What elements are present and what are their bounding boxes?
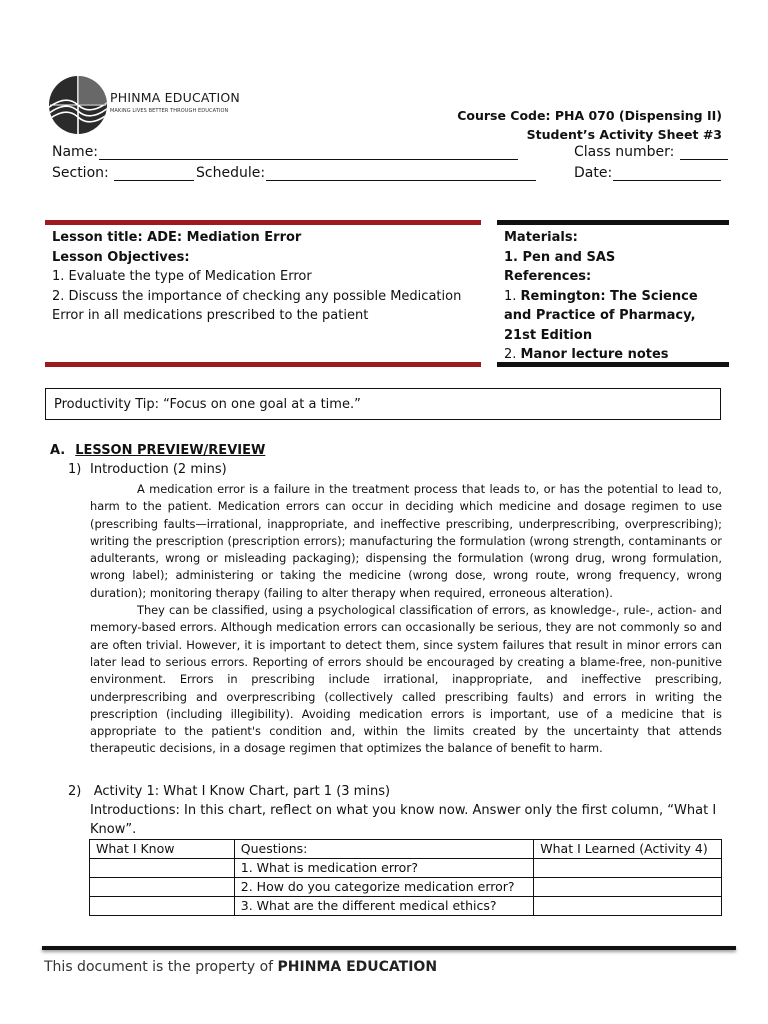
item-1-number: 1): [68, 462, 82, 477]
question-cell: 3. What are the different medical ethics?: [234, 897, 534, 916]
reference-1: [504, 287, 726, 346]
section-a-heading: [50, 443, 265, 458]
materials-block: [504, 228, 726, 365]
reference-2-number: 2.: [504, 347, 517, 362]
reference-1-text: Remington: The Science and Practice of Pharmacy, 21st Edition: [504, 288, 698, 343]
introduction-paragraph-1: A medication error is a failure in the treatment process that leads to, or has the potential to lead to, harm to the patient. Medication errors can occur in deciding which medicine and dosage regimen to use (prescribing faults—irrational, inappropriate, and ineffective prescribing, underprescribing, overprescribing); writing the prescription (prescription errors); manufacturing the formulation (wrong strength, contaminants or adulterants, wrong or misleading packaging); dispensing the formulation (wrong drug, wrong formulation, wrong label); administering or taking the medicine (wrong dose, wrong route, wrong frequency, wrong duration); monitoring therapy (failing to alter therapy when required, erroneous alteration).: [90, 482, 722, 600]
references-label: References:: [504, 269, 592, 284]
date-field[interactable]: [574, 165, 721, 181]
answer-cell-what-i-know[interactable]: [90, 897, 235, 916]
date-line[interactable]: [613, 166, 721, 181]
materials-bottom-bar: [497, 362, 729, 367]
table-row: [90, 897, 722, 916]
schedule-field[interactable]: [196, 165, 536, 181]
footer-divider: [42, 946, 736, 950]
date-label: Date:: [574, 165, 613, 181]
question-cell: 1. What is medication error?: [234, 859, 534, 878]
reference-1-number: 1.: [504, 288, 517, 304]
phinma-logo: [48, 74, 248, 136]
class-number-label: Class number:: [574, 144, 675, 160]
lesson-block: [52, 228, 472, 326]
table-row: [90, 878, 722, 897]
course-code: Course Code: PHA 070 (Dispensing II): [457, 108, 722, 123]
activity-sheet-number: Student’s Activity Sheet #3: [526, 127, 722, 142]
answer-cell-what-i-learned[interactable]: [534, 897, 722, 916]
logo-name: PHINMA EDUCATION: [110, 90, 240, 105]
item-2-title: Activity 1: What I Know Chart, part 1 (3 mins): [93, 784, 391, 799]
name-label: Name:: [52, 144, 99, 160]
lesson-top-bar: [45, 220, 481, 225]
materials-top-bar: [497, 220, 729, 225]
class-number-line[interactable]: [680, 145, 728, 160]
section-a-letter: A.: [50, 443, 66, 458]
item-2-number: 2): [68, 784, 82, 799]
what-i-know-chart: [89, 839, 722, 916]
chart-header-questions: Questions:: [234, 840, 534, 859]
lesson-objective-2: 2. Discuss the importance of checking any possible Medication Error in all medications prescribed to the patient: [52, 288, 462, 323]
footer: [44, 959, 437, 975]
class-number-field[interactable]: [574, 144, 728, 160]
name-line[interactable]: [99, 145, 518, 160]
lesson-title: Lesson title: ADE: Mediation Error: [52, 230, 302, 245]
reference-2-text: Manor lecture notes: [520, 347, 669, 362]
phinma-emblem-icon: [48, 74, 108, 136]
activity-1-block: [68, 782, 728, 839]
introduction-paragraph-2: They can be classified, using a psychological classification of errors, as knowledge-, rule-, action- and memory-based errors. Although medication errors can occasionally be serious, they are not commonly so and are often trivial. However, it is important to detect them, since system failures that result in minor errors can later lead to serious errors. Reporting of errors should be encouraged by creating a blame-free, non-punitive environment. Errors in prescribing include irrational, inappropriate, and ineffective prescribing, underprescribing and overprescribing (collectively called prescribing faults) and errors in writing the prescription (including illegibility). Avoiding medication errors is important, use of a medicine that is appropriate to the patient's condition and, within the limits created by the uncertainty that attends therapeutic decisions, in a dosage regimen that optimizes the balance of benefit to harm.: [90, 603, 722, 756]
materials-label: Materials:: [504, 230, 578, 245]
lesson-objectives-label: Lesson Objectives:: [52, 249, 190, 265]
question-cell: 2. How do you categorize medication error?: [234, 878, 534, 897]
chart-header-what-i-know: What I Know: [90, 840, 235, 859]
answer-cell-what-i-learned[interactable]: [534, 878, 722, 897]
section-line[interactable]: [114, 166, 194, 181]
footer-text: This document is the property of: [44, 959, 274, 975]
schedule-line[interactable]: [266, 166, 536, 181]
name-field[interactable]: [52, 144, 518, 160]
section-label: Section:: [52, 165, 109, 181]
lesson-bottom-bar: [45, 362, 481, 367]
course-info: [457, 106, 722, 144]
lesson-objective-1: 1. Evaluate the type of Medication Error: [52, 269, 312, 284]
schedule-label: Schedule:: [196, 165, 266, 181]
introduction-text: [90, 481, 722, 758]
section-a-title: LESSON PREVIEW/REVIEW: [75, 443, 266, 458]
materials-item-1: 1. Pen and SAS: [504, 249, 616, 265]
table-row: [90, 859, 722, 878]
answer-cell-what-i-know[interactable]: [90, 859, 235, 878]
chart-header-what-i-learned: What I Learned (Activity 4): [534, 840, 722, 859]
section-field[interactable]: [52, 165, 194, 181]
answer-cell-what-i-learned[interactable]: [534, 859, 722, 878]
logo-tagline: MAKING LIVES BETTER THROUGH EDUCATION: [110, 108, 229, 114]
answer-cell-what-i-know[interactable]: [90, 878, 235, 897]
activity-1-instructions: Introductions: In this chart, reflect on what you know now. Answer only the first column, “What I Know”.: [90, 803, 717, 837]
footer-owner: PHINMA EDUCATION: [277, 959, 438, 975]
chart-header-row: [90, 840, 722, 859]
item-1-title: Introduction (2 mins): [90, 462, 227, 477]
productivity-tip: Productivity Tip: “Focus on one goal at a time.”: [45, 388, 721, 420]
